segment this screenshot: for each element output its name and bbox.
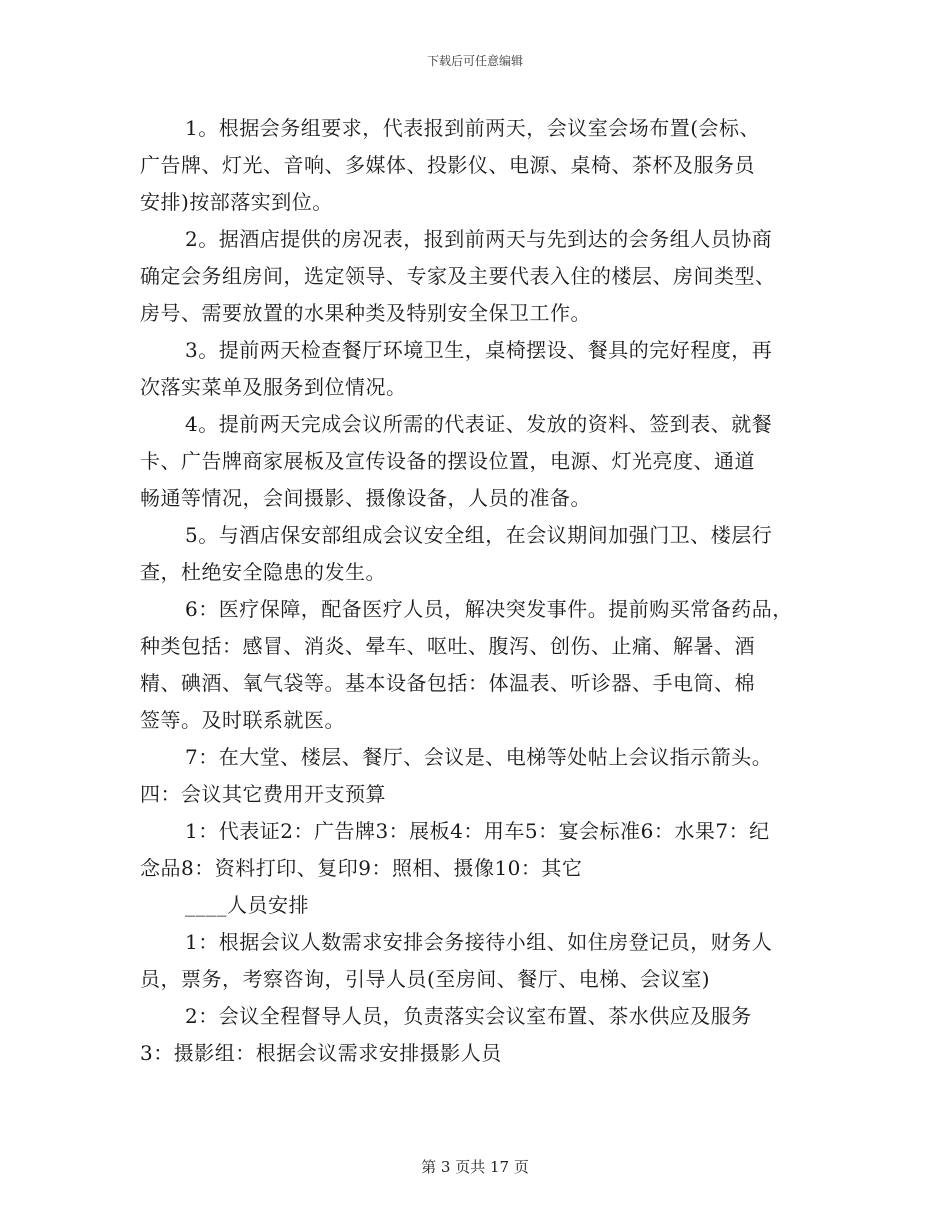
text-line: 4。提前两天完成会议所需的代表证、发放的资料、签到表、就餐 xyxy=(185,412,773,436)
text-line: 种类包括：感冒、消炎、晕车、呕吐、腹泻、创伤、止痛、解暑、酒 xyxy=(140,634,755,658)
text-line: 次落实菜单及服务到位情况。 xyxy=(140,375,407,399)
text-line: 2。据酒店提供的房况表，报到前两天与先到达的会务组人员协商 xyxy=(185,227,773,251)
text-line: 卡、广告牌商家展板及宣传设备的摆设位置，电源、灯光亮度、通道 xyxy=(140,449,755,473)
text-line: 签等。及时联系就医。 xyxy=(140,708,345,732)
text-line: 2：会议全程督导人员，负责落实会议室布置、茶水供应及服务 xyxy=(185,1004,752,1028)
text-line: 6：医疗保障，配备医疗人员，解决突发事件。提前购买常备药品， xyxy=(185,597,793,621)
text-line: 精、碘酒、氧气袋等。基本设备包括：体温表、听诊器、手电筒、棉 xyxy=(140,671,755,695)
text-line: 确定会务组房间，选定领导、专家及主要代表入住的楼层、房间类型、 xyxy=(140,264,776,288)
text-line: 房号、需要放置的水果种类及特别安全保卫工作。 xyxy=(140,301,591,325)
text-line: 员，票务，考察咨询，引导人员(至房间、餐厅、电梯、会议室) xyxy=(140,967,711,991)
text-line: 畅通等情况，会间摄影、摄像设备，人员的准备。 xyxy=(140,486,591,510)
text-line: 7：在大堂、楼层、餐厅、会议是、电梯等处帖上会议指示箭头。 xyxy=(185,745,773,769)
text-line: 念品8：资料打印、复印9：照相、摄像10：其它 xyxy=(140,856,583,880)
text-line: 安排)按部落实到位。 xyxy=(140,190,333,214)
document-body xyxy=(140,110,820,1072)
text-line: 1。根据会务组要求，代表报到前两天，会议室会场布置(会标、 xyxy=(185,116,761,140)
text-line: 3。提前两天检查餐厅环境卫生，桌椅摆设、餐具的完好程度，再 xyxy=(185,338,773,362)
text-line: 1：根据会议人数需求安排会务接待小组、如住房登记员，财务人 xyxy=(185,930,773,954)
page-header: 下载后可任意编辑 xyxy=(426,54,523,68)
text-line: 查，杜绝安全隐患的发生。 xyxy=(140,560,386,584)
text-line: 广告牌、灯光、音响、多媒体、投影仪、电源、桌椅、茶杯及服务员 xyxy=(140,153,755,177)
text-line: 四：会议其它费用开支预算 xyxy=(140,782,386,806)
text-line: 1：代表证2：广告牌3：展板4：用车5：宴会标准6：水果7：纪 xyxy=(185,819,770,843)
text-line: 3：摄影组：根据会议需求安排摄影人员 xyxy=(140,1041,502,1065)
page-footer: 第 3 页共 17 页 xyxy=(421,1158,529,1176)
text-line: 5。与酒店保安部组成会议安全组，在会议期间加强门卫、楼层行 xyxy=(185,523,773,547)
text-line: ____人员安排 xyxy=(185,893,309,917)
